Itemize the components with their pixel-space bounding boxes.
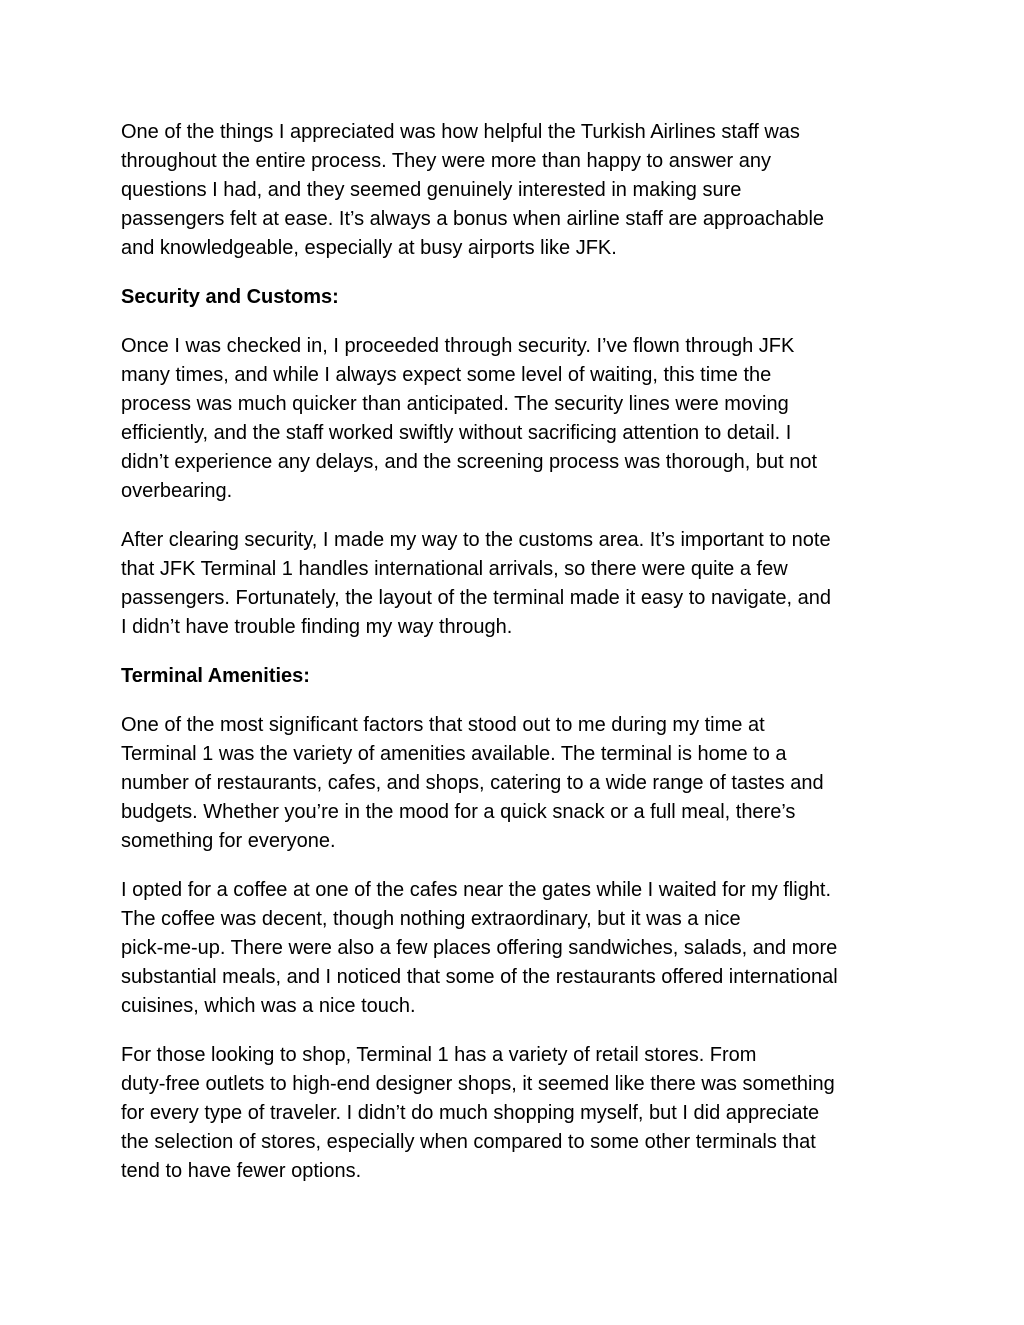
heading-terminal-amenities: Terminal Amenities: xyxy=(121,665,310,687)
paragraph-retail-stores: For those looking to shop, Terminal 1 has a variety of retail stores. From duty-free outlets to high-end designer shops, it seemed like there was something for every type of traveler. I didn’t do much shopping myself, but I did appreciate the selection of stores, especially when compared to some other terminals that tend to have fewer options. xyxy=(121,1044,835,1182)
heading-security-and-customs: Security and Customs: xyxy=(121,286,339,308)
paragraph-customs-area: After clearing security, I made my way to the customs area. It’s important to note that JFK Terminal 1 handles international arrivals, so there were quite a few passengers. Fortunately, the layout of the terminal made it easy to navigate, and I didn’t have trouble finding my way through. xyxy=(121,529,832,638)
document-body xyxy=(121,118,906,1206)
paragraph-cafe-experience: I opted for a coffee at one of the cafes near the gates while I waited for my flight. The coffee was decent, though nothing extraordinary, but it was a nice pick-me-up. There were also a few places offering sandwiches, salads, and more substantial meals, and I noticed that some of the restaurants offered international cuisines, which was a nice touch. xyxy=(121,879,838,1017)
paragraph-amenities-overview: One of the most significant factors that stood out to me during my time at Terminal 1 was the variety of amenities available. The terminal is home to a number of restaurants, cafes, and shops, catering to a wide range of tastes and budgets. Whether you’re in the mood for a quick snack or a full meal, there’s something for everyone. xyxy=(121,714,824,852)
paragraph-staff-helpfulness: One of the things I appreciated was how helpful the Turkish Airlines staff was throughout the entire process. They were more than happy to answer any questions I had, and they seemed genuinely interested in making sure passengers felt at ease. It’s always a bonus when airline staff are approachable and knowledgeable, especially at busy airports like JFK. xyxy=(121,121,825,259)
paragraph-security-experience: Once I was checked in, I proceeded through security. I’ve flown through JFK many times, and while I always expect some level of waiting, this time the process was much quicker than anticipated. The security lines were moving efficiently, and the staff worked swiftly without sacrificing attention to detail. I didn’t experience any delays, and the screening process was thorough, but not overbearing. xyxy=(121,335,817,502)
